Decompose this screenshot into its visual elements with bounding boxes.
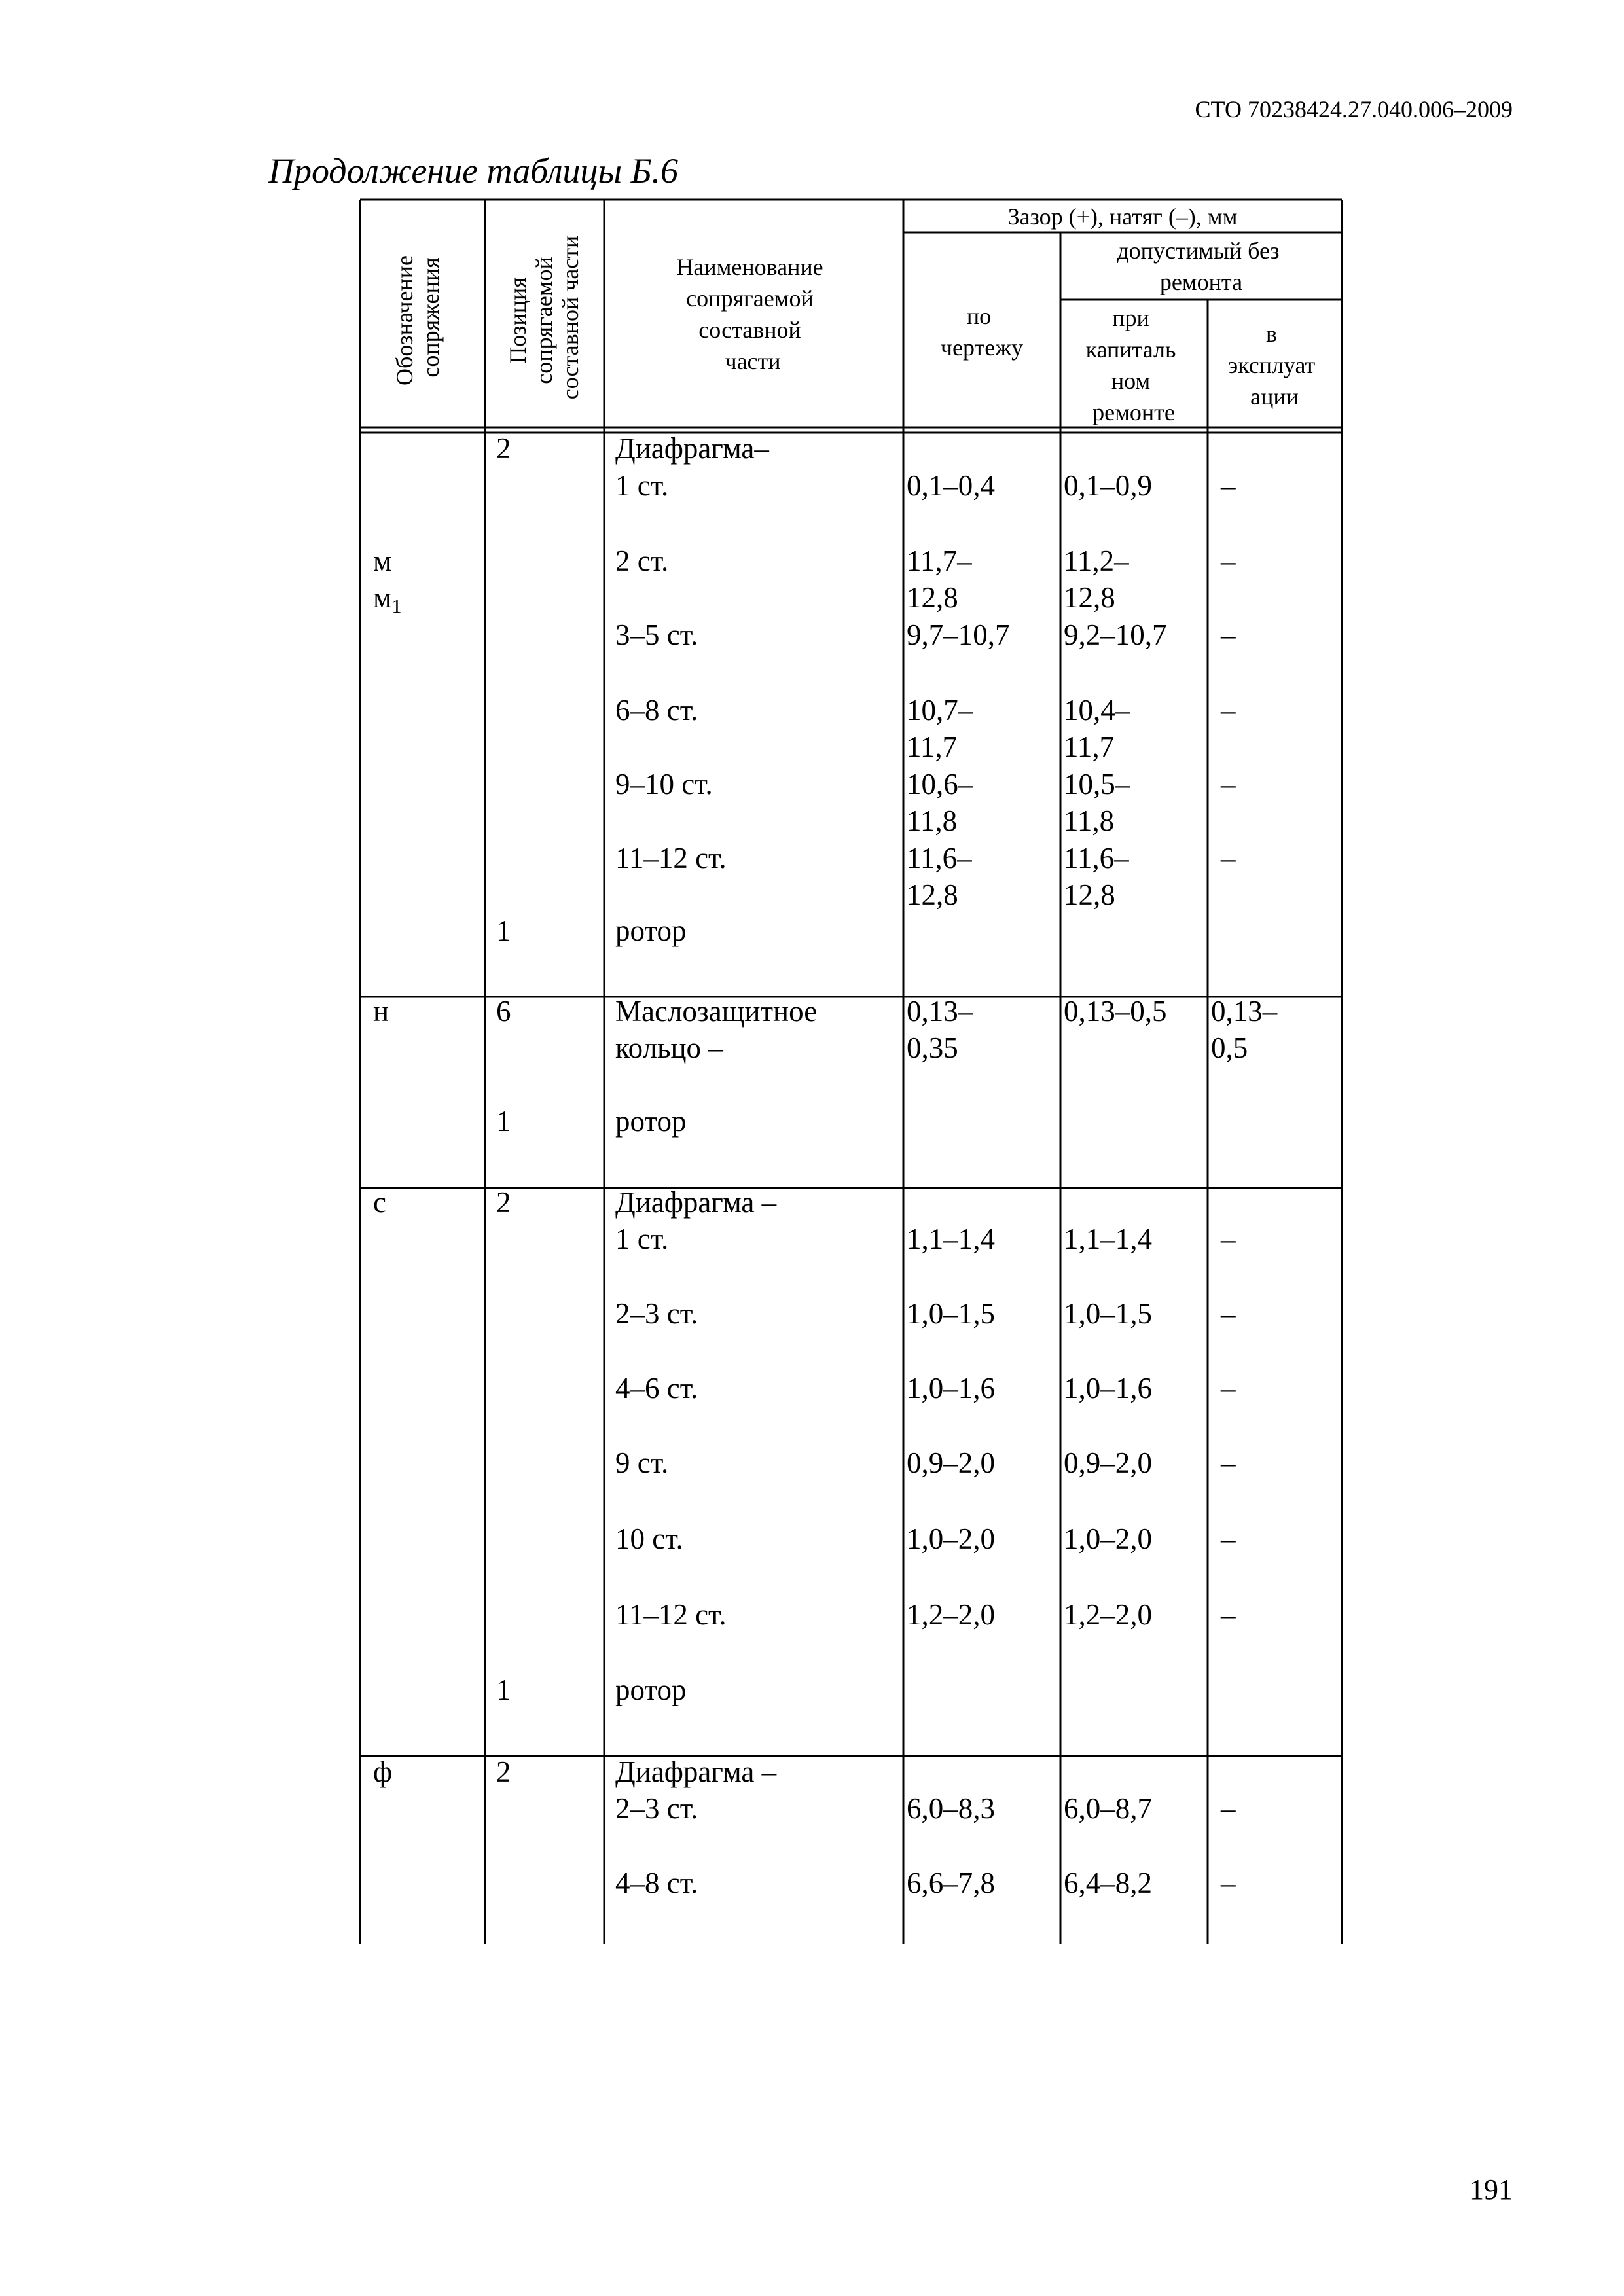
overhaul-value-cell: 1,0–2,0	[1064, 1522, 1152, 1555]
position-cell: 1	[496, 1105, 511, 1138]
position-cell: 2	[496, 1186, 511, 1219]
overhaul-value-cell: 6,4–8,2	[1064, 1867, 1152, 1899]
drawing-value-cell: 1,1–1,4	[907, 1223, 995, 1255]
drawing-value-cell: 10,6–	[907, 768, 973, 800]
part-name-cell: 9–10 ст.	[615, 768, 713, 800]
overhaul-value-cell: 12,8	[1064, 878, 1115, 911]
overhaul-value-cell: 1,0–1,6	[1064, 1372, 1152, 1405]
drawing-value-cell: 11,6–	[907, 842, 972, 874]
part-name-cell: ротор	[615, 914, 687, 947]
operation-value-cell: –	[1221, 545, 1236, 577]
section-s	[373, 1186, 1236, 1706]
part-name-cell: 1 ст.	[615, 469, 669, 502]
drawing-value-cell: 11,7	[907, 730, 958, 763]
part-name-cell: 10 ст.	[615, 1522, 683, 1555]
part-title-cell: Диафрагма –	[615, 1755, 777, 1788]
operation-value-cell: 0,13–	[1211, 995, 1278, 1028]
drawing-value-cell: 11,8	[907, 804, 958, 837]
operation-value-cell: –	[1221, 1867, 1236, 1899]
overhaul-value-cell: 1,1–1,4	[1064, 1223, 1152, 1255]
designation-cell: с	[373, 1186, 386, 1219]
header-designation: Обозначение сопряжения	[391, 255, 444, 386]
overhaul-value-cell: 11,2–	[1064, 545, 1129, 577]
part-title-cell: Маслозащитное	[615, 995, 818, 1028]
position-cell: 1	[496, 1674, 511, 1706]
drawing-value-cell: 10,7–	[907, 694, 973, 726]
drawing-value-cell: 1,0–1,5	[907, 1297, 995, 1330]
designation-cell: м1	[373, 581, 402, 617]
section-f	[373, 1755, 1236, 1899]
position-cell: 2	[496, 1755, 511, 1788]
part-name-cell: ротор	[615, 1674, 687, 1706]
header-position: Позиция сопрягаемой составной части	[505, 235, 583, 400]
designation-cell: ф	[373, 1755, 393, 1788]
part-title-cell: кольцо –	[615, 1031, 723, 1064]
part-name-cell: ротор	[615, 1105, 687, 1138]
operation-value-cell: –	[1221, 1522, 1236, 1555]
designation-cell: н	[373, 995, 389, 1028]
overhaul-value-cell: 0,9–2,0	[1064, 1446, 1152, 1479]
overhaul-value-cell: 6,0–8,7	[1064, 1792, 1152, 1825]
overhaul-value-cell: 10,4–	[1064, 694, 1130, 726]
operation-value-cell: –	[1221, 1297, 1236, 1330]
part-title-cell: Диафрагма–	[615, 432, 769, 465]
operation-value-cell: –	[1221, 619, 1236, 651]
header-gap-group: Зазор (+), натяг (–), мм	[1007, 204, 1238, 230]
operation-value-cell: –	[1221, 1446, 1236, 1479]
overhaul-value-cell: 11,6–	[1064, 842, 1129, 874]
drawing-value-cell: 12,8	[907, 581, 958, 614]
header-part-name: Наименование сопрягаемой составной части	[676, 254, 823, 374]
document-code: СТО 70238424.27.040.006–2009	[1195, 96, 1513, 122]
overhaul-value-cell: 1,0–1,5	[1064, 1297, 1152, 1330]
drawing-value-cell: 6,6–7,8	[907, 1867, 995, 1899]
drawing-value-cell: 0,13–	[907, 995, 973, 1028]
operation-value-cell: –	[1221, 1372, 1236, 1405]
position-cell: 6	[496, 995, 511, 1028]
operation-value-cell: 0,5	[1211, 1031, 1248, 1064]
part-name-cell: 2–3 ст.	[615, 1297, 698, 1330]
part-name-cell: 3–5 ст.	[615, 619, 698, 651]
part-name-cell: 11–12 ст.	[615, 842, 727, 874]
drawing-value-cell: 0,9–2,0	[907, 1446, 995, 1479]
part-title-cell: Диафрагма –	[615, 1186, 777, 1219]
overhaul-value-cell: 9,2–10,7	[1064, 619, 1167, 651]
part-name-cell: 1 ст.	[615, 1223, 669, 1255]
operation-value-cell: –	[1221, 1792, 1236, 1825]
header-operation: в эксплуат ации	[1227, 321, 1316, 410]
overhaul-value-cell: 0,1–0,9	[1064, 469, 1152, 502]
drawing-value-cell: 12,8	[907, 878, 958, 911]
designation-cell: м	[373, 545, 392, 577]
drawing-value-cell: 0,1–0,4	[907, 469, 995, 502]
part-name-cell: 11–12 ст.	[615, 1598, 727, 1631]
overhaul-value-cell: 12,8	[1064, 581, 1115, 614]
header-overhaul: при капиталь ном ремонте	[1085, 305, 1176, 425]
drawing-value-cell: 1,0–1,6	[907, 1372, 995, 1405]
drawing-value-cell: 1,0–2,0	[907, 1522, 995, 1555]
operation-value-cell: –	[1221, 694, 1236, 726]
operation-value-cell: –	[1221, 469, 1236, 502]
drawing-value-cell: 9,7–10,7	[907, 619, 1010, 651]
header-drawing: по чертежу	[940, 303, 1024, 361]
overhaul-value-cell: 1,2–2,0	[1064, 1598, 1152, 1631]
overhaul-value-cell: 10,5–	[1064, 768, 1130, 800]
table-caption: Продолжение таблицы Б.6	[268, 151, 678, 190]
page-number: 191	[1470, 2174, 1513, 2206]
part-name-cell: 9 ст.	[615, 1446, 669, 1479]
drawing-value-cell: 11,7–	[907, 545, 972, 577]
drawing-value-cell: 6,0–8,3	[907, 1792, 995, 1825]
header-allowed-group: допустимый без ремонта	[1117, 238, 1280, 295]
part-name-cell: 2–3 ст.	[615, 1792, 698, 1825]
part-name-cell: 4–6 ст.	[615, 1372, 698, 1405]
overhaul-value-cell: 11,7	[1064, 730, 1115, 763]
operation-value-cell: –	[1221, 842, 1236, 874]
part-name-cell: 6–8 ст.	[615, 694, 698, 726]
operation-value-cell: –	[1221, 1598, 1236, 1631]
section-n	[373, 995, 1278, 1138]
part-name-cell: 2 ст.	[615, 545, 669, 577]
position-cell: 2	[496, 432, 511, 465]
operation-value-cell: –	[1221, 768, 1236, 800]
overhaul-value-cell: 0,13–0,5	[1064, 995, 1167, 1028]
section-m	[373, 432, 1236, 947]
part-name-cell: 4–8 ст.	[615, 1867, 698, 1899]
drawing-value-cell: 1,2–2,0	[907, 1598, 995, 1631]
drawing-value-cell: 0,35	[907, 1031, 958, 1064]
operation-value-cell: –	[1221, 1223, 1236, 1255]
overhaul-value-cell: 11,8	[1064, 804, 1115, 837]
position-cell: 1	[496, 914, 511, 947]
